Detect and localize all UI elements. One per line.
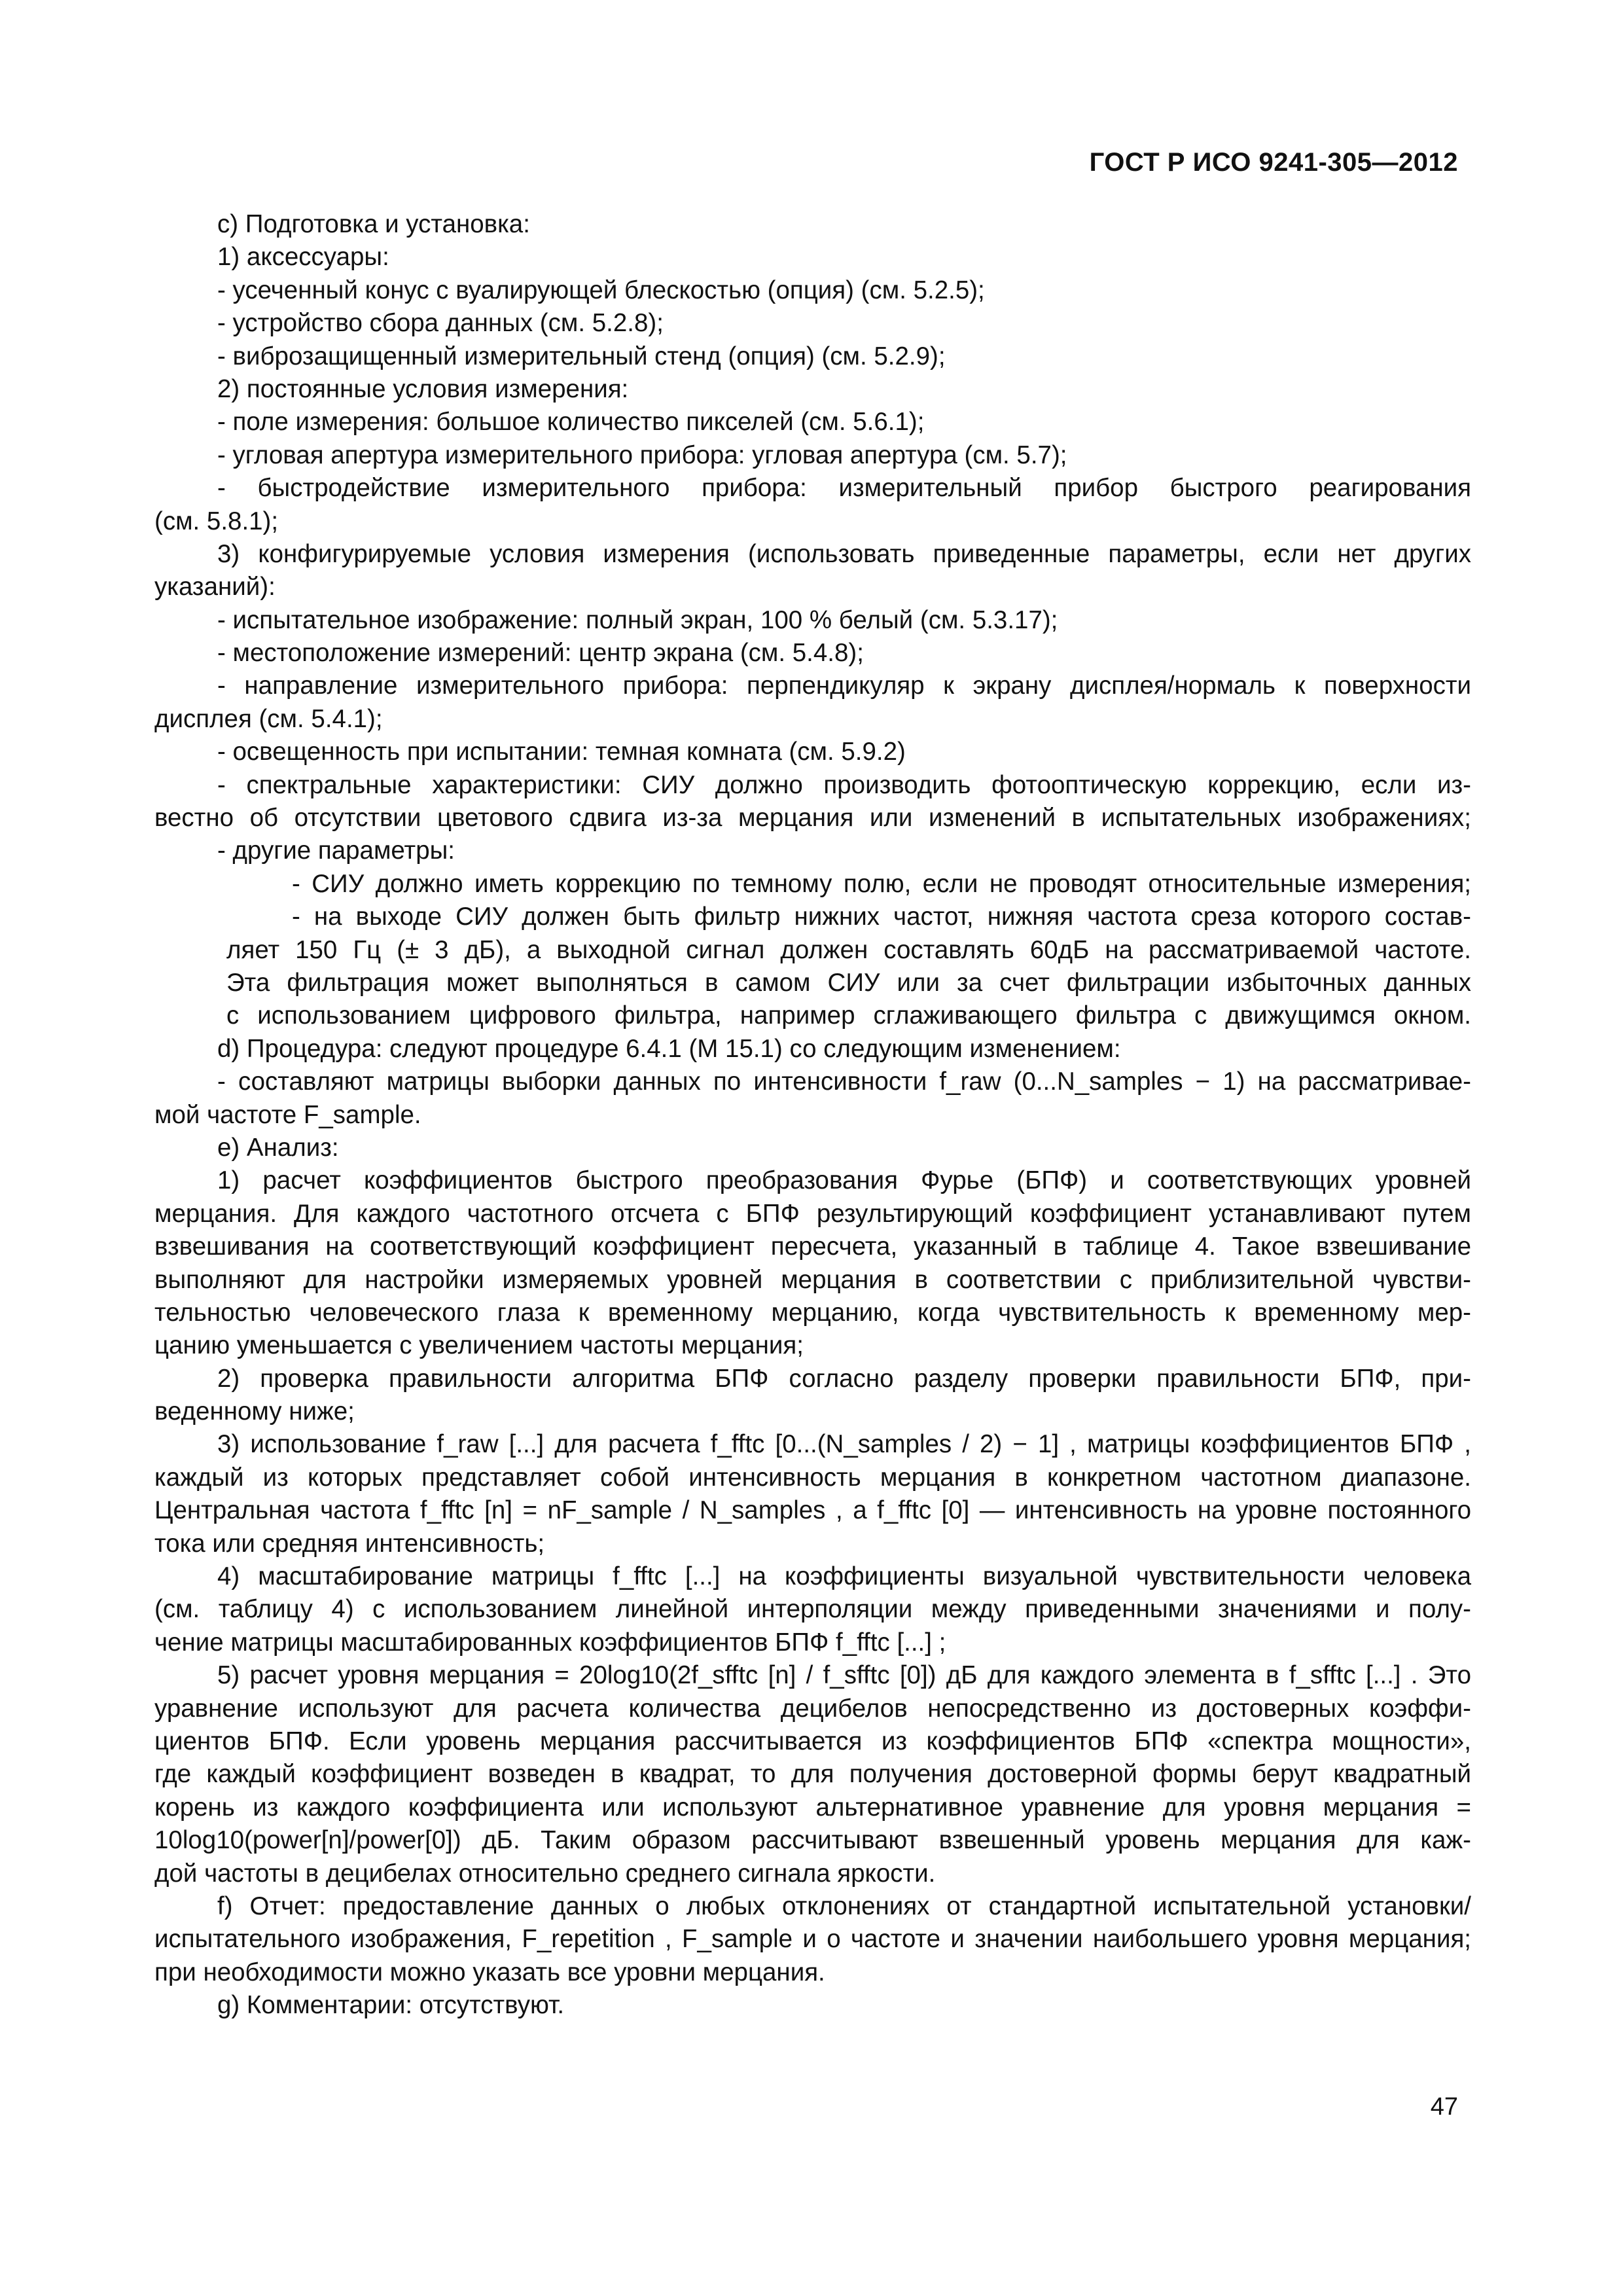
text-line: c) Подготовка и установка: [217,210,530,238]
text-line: f) Отчет: предоставление данных о любых отклонениях от стандартной испытательной установки/ [217,1892,1471,1920]
text-line: - освещенность при испытании: темная комната (см. 5.9.2) [217,738,906,766]
text-line: - быстродействие измерительного прибора: измерительный прибор быстрого реагирования [217,474,1471,503]
text-line: 1) расчет коэффициентов быстрого преобразования Фурье (БПФ) и соответствующих уровней [217,1166,1471,1195]
text-line: взвешивания на соответствующий коэффициент пересчета, указанный в таблице 4. Такое взвешивание [154,1232,1471,1261]
text-line: - местоположение измерений: центр экрана (см. 5.4.8); [217,639,864,668]
text-line: 2) постоянные условия измерения: [217,374,629,403]
text-line: (см. 5.8.1); [154,507,279,535]
text-line: 2) проверка правильности алгоритма БПФ согласно разделу проверки правильности БПФ, при- [217,1364,1471,1393]
text-line: 10log10(power[n]/power[0]) дБ. Таким образом рассчитывают взвешенный уровень мерцания для каж- [154,1826,1471,1855]
text-line: Центральная частота f_fftc [n] = nF_sample / N_samples , а f_fftc [0] — интенсивность на уровне постоянного [154,1496,1471,1525]
text-line: при необходимости можно указать все уровни мерцания. [154,1958,825,1986]
text-line: - поле измерения: большое количество пикселей (см. 5.6.1); [217,408,925,437]
text-line: Эта фильтрация может выполняться в самом СИУ или за счет фильтрации избыточных данных [226,968,1471,997]
text-line: мерцания. Для каждого частотного отсчета с БПФ результирующий коэффициент устанавливают путем [154,1199,1471,1228]
text-line: цанию уменьшается с увеличением частоты мерцания; [154,1331,804,1360]
text-line: с использованием цифрового фильтра, например сглаживающего фильтра с движущимся окном. [226,1001,1471,1030]
text-line: - устройство сбора данных (см. 5.2.8); [217,309,664,338]
text-line: 4) масштабирование матрицы f_fftc [...] на коэффициенты визуальной чувствительности человека [217,1562,1471,1591]
text-line: 5) расчет уровня мерцания = 20log10(2f_sfftc [n] / f_sfftc [0]) дБ для каждого элемента в f_sfftc [...] . Это [217,1661,1471,1690]
text-line: где каждый коэффициент возведен в квадрат, то для получения достоверной формы берут квадратный [154,1760,1471,1789]
text-line: вестно об отсутствии цветового сдвига из-за мерцания или изменений в испытательных изображениях; [154,804,1471,833]
document-header: ГОСТ Р ИСО 9241-305—2012 [1089,148,1458,177]
text-line: чение матрицы масштабированных коэффициентов БПФ f_fftc [...] ; [154,1628,946,1657]
text-line: ляет 150 Гц (± 3 дБ), а выходной сигнал должен составлять 60дБ на рассматриваемой частоте. [226,935,1471,964]
text-line: дисплея (см. 5.4.1); [154,704,383,733]
text-line: веденному ниже; [154,1397,355,1426]
text-line: корень из каждого коэффициента или используют альтернативное уравнение для уровня мерцания = [154,1793,1471,1821]
text-line: тока или средняя интенсивность; [154,1529,545,1558]
text-line: g) Комментарии: отсутствуют. [217,1991,565,2020]
text-line: - направление измерительного прибора: перпендикуляр к экрану дисплея/нормаль к поверхности [217,672,1471,700]
text-line: - испытательное изображение: полный экран, 100 % белый (см. 5.3.17); [217,605,1058,634]
text-line: мой частоте F_sample. [154,1100,421,1129]
page-number: 47 [1430,2093,1458,2121]
text-line: d) Процедура: следуют процедуре 6.4.1 (М 15.1) со следующим изменением: [217,1034,1121,1063]
text-line: e) Анализ: [217,1133,339,1162]
text-line: каждый из которых представляет собой интенсивность мерцания в конкретном частотном диапазоне. [154,1463,1471,1492]
text-line: испытательного изображения, F_repetition , F_sample и о частоте и значении наибольшего уровня мерцания; [154,1925,1471,1954]
text-line: циентов БПФ. Если уровень мерцания рассчитывается из коэффициентов БПФ «спектра мощности», [154,1727,1471,1755]
text-line: уравнение используют для расчета количества децибелов непосредственно из достоверных коэффи- [154,1694,1471,1723]
text-line: 1) аксессуары: [217,243,389,272]
text-line: - виброзащищенный измерительный стенд (опция) (см. 5.2.9); [217,342,946,370]
text-line: выполняют для настройки измеряемых уровней мерцания в соответствии с приблизительной чувстви- [154,1265,1471,1294]
text-line: 3) конфигурируемые условия измерения (использовать приведенные параметры, если нет других [217,539,1471,568]
text-line: 3) использование f_raw [...] для расчета f_fftc [0...(N_samples / 2) − 1] , матрицы коэффициентов БПФ , [217,1430,1471,1459]
text-line: указаний): [154,573,276,601]
text-line: - СИУ должно иметь коррекцию по темному полю, если не проводят относительные измерения; [292,869,1471,898]
text-line: - усеченный конус с вуалирующей блескостью (опция) (см. 5.2.5); [217,276,985,304]
text-line: - угловая апертура измерительного прибора: угловая апертура (см. 5.7); [217,440,1067,469]
text-line: - составляют матрицы выборки данных по интенсивности f_raw (0...N_samples − 1) на рассматривае- [217,1067,1471,1096]
text-line: тельностью человеческого глаза к временному мерцанию, когда чувствительность к временному мер- [154,1298,1471,1327]
text-line: (см. таблицу 4) с использованием линейной интерполяции между приведенными значениями и полу- [154,1595,1471,1624]
text-line: - на выходе СИУ должен быть фильтр нижних частот, нижняя частота среза которого состав- [292,903,1471,931]
text-line: дой частоты в децибелах относительно среднего сигнала яркости. [154,1859,936,1888]
text-line: - спектральные характеристики: СИУ должно производить фотооптическую коррекцию, если из- [217,770,1471,799]
text-line: - другие параметры: [217,836,455,865]
body-text [154,208,1471,2022]
